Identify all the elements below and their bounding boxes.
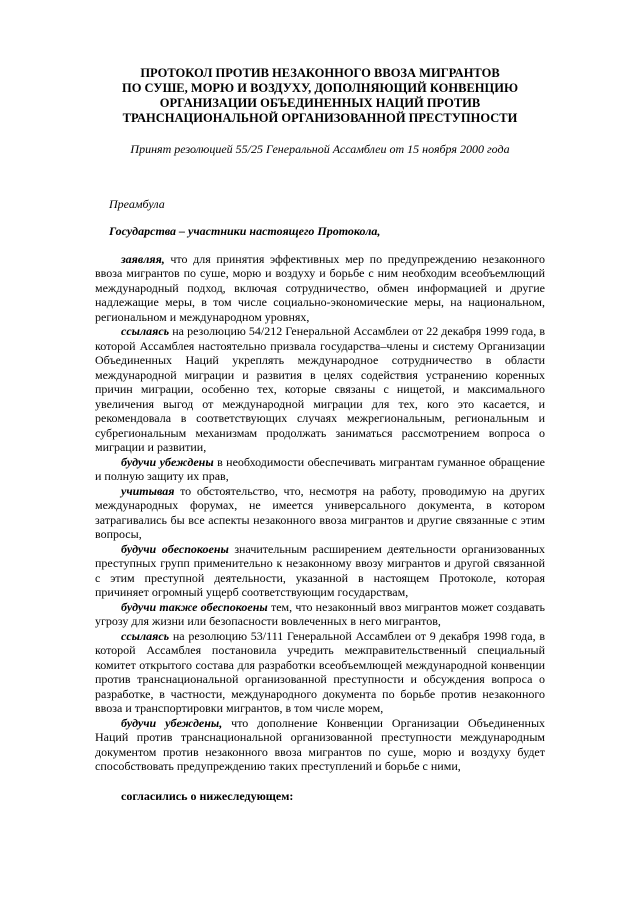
adoption-subtitle: Принят резолюцией 55/25 Генеральной Ассамблеи от 15 ноября 2000 года [130, 142, 510, 156]
preamble-paragraph-1 [95, 252, 545, 325]
paragraph-text: что дополнение Конвенции Организации Объединенных Наций против транснациональной организованной преступности международным документом против незаконного ввоза мигрантов по суше, морю и воздуху будет способствовать предупреждению таких преступлений и борьбе с ними, [95, 715, 546, 773]
paragraph-lead: ссылаясь [121, 628, 170, 643]
preamble-paragraph-8 [95, 716, 545, 774]
parties-line: Государства – участники настоящего Протокола, [109, 224, 381, 238]
paragraph-lead: заявляя, [121, 251, 165, 266]
title-line-3: ОРГАНИЗАЦИИ ОБЪЕДИНЕННЫХ НАЦИЙ ПРОТИВ [159, 96, 481, 110]
paragraph-lead: будучи убеждены, [121, 715, 223, 730]
paragraph-text: тем, что незаконный ввоз мигрантов может создавать угрозу для жизни или безопасности вовлеченных в него мигрантов, [95, 599, 545, 628]
document-title [95, 66, 545, 126]
preamble-paragraph-2 [95, 324, 545, 455]
preamble-heading: Преамбула [109, 196, 165, 211]
paragraph-lead: ссылаясь [121, 324, 170, 338]
paragraph-lead: будучи обеспокоены [121, 541, 229, 556]
preamble-paragraph-4 [95, 484, 545, 542]
closing-line: согласились о нижеследующем: [121, 788, 294, 803]
paragraph-text: на резолюцию 53/111 Генеральной Ассамблеи от 9 декабря 1998 года, в которой Ассамблея постановила учредить межправительственный специальный комитет открытого состава для разработки всеобъемлющей международной конвенции против транснациональной организованной преступности и обсуждения вопроса о разработке, в частности, международного документа по борьбе против незаконного ввоза и транспортировки мигрантов, в том числе морем, [95, 628, 545, 715]
paragraph-lead: будучи убеждены [121, 454, 214, 469]
preamble-paragraph-3 [95, 455, 545, 484]
preamble-body [95, 252, 545, 774]
preamble-paragraph-5 [95, 542, 545, 600]
paragraph-text: что для принятия эффективных мер по предупреждению незаконного ввоза мигрантов по суше, морю и воздуху и борьбе с ним необходим всеобъемлющий международный подход, включая сотрудничество, обмен информацией и другие надлежащие меры, в том числе социально-экономические меры, на национальном, региональном и международном уровнях, [95, 251, 545, 324]
title-line-4: ТРАНСНАЦИОНАЛЬНОЙ ОРГАНИЗОВАННОЙ ПРЕСТУПНОСТИ [122, 111, 518, 125]
paragraph-text: значительным расширением деятельности организованных преступных групп применительно к незаконному ввозу мигрантов и другой связанной с этим преступной деятельности, указанной в настоящем Протоколе, которая причиняет огромный ущерб соответствующим государствам, [95, 541, 545, 599]
paragraph-lead: будучи также обеспокоены [121, 599, 268, 614]
paragraph-lead: учитывая [121, 483, 175, 498]
title-line-2: ПО СУШЕ, МОРЮ И ВОЗДУХУ, ДОПОЛНЯЮЩИЙ КОНВЕНЦИЮ [121, 81, 519, 95]
title-line-1: ПРОТОКОЛ ПРОТИВ НЕЗАКОННОГО ВВОЗА МИГРАНТОВ [140, 66, 500, 80]
paragraph-text: в необходимости обеспечивать мигрантам гуманное обращение и полную защиту их прав, [95, 454, 545, 483]
preamble-paragraph-6 [95, 600, 545, 629]
paragraph-text: на резолюцию 54/212 Генеральной Ассамблеи от 22 декабря 1999 года, в которой Ассамблея настоятельно призвала государства–члены и систему Организации Объединенных Наций укреплять международное сотрудничество в области международной миграции и развития в целях содействия устранению коренных причин миграции, особенно тех, которые связаны с нищетой, и максимального увеличения выгод от международной миграции для тех, кого это касается, и рекомендовала в соответствующих случаях межрегиональным, региональным и субрегиональным механизмам продолжать заниматься рассмотрением вопроса о миграции и развитии, [95, 324, 545, 454]
preamble-paragraph-7 [95, 629, 545, 716]
paragraph-text: то обстоятельство, что, несмотря на работу, проводимую на других международных форумах, не имеется универсального документа, в котором затрагивались бы все аспекты незаконного ввоза мигрантов и другие связанные с этим вопросы, [95, 483, 545, 541]
